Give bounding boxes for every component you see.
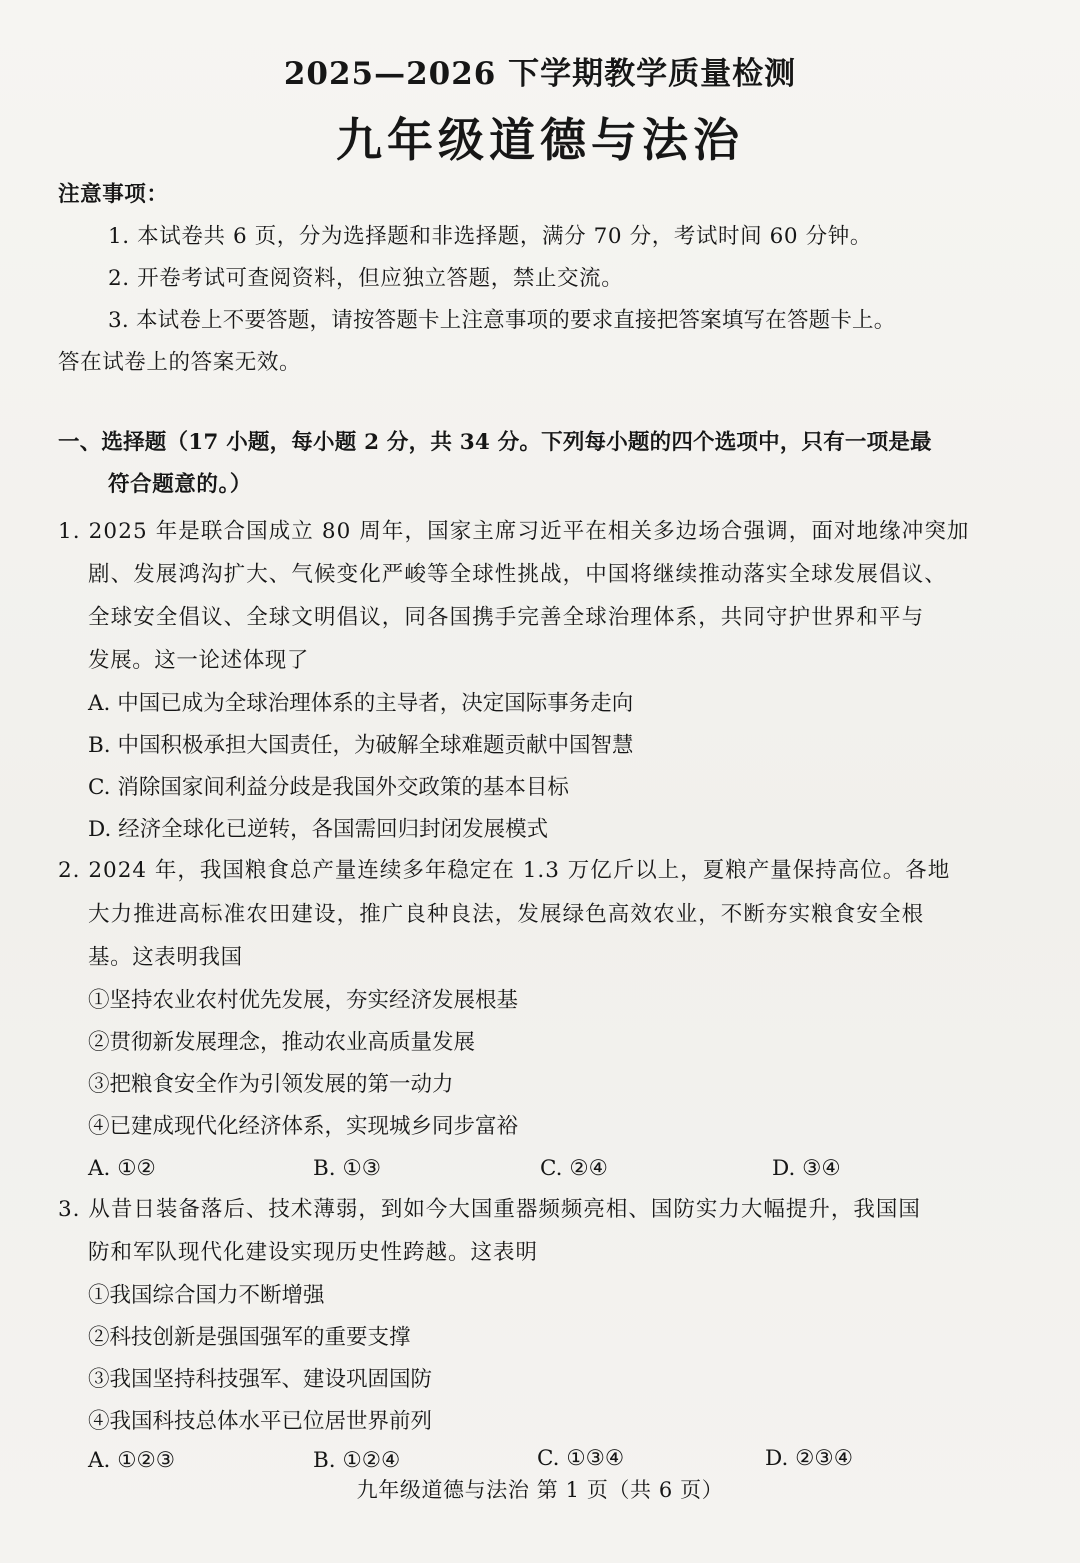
q3-statement-3: ③我国坚持科技强军、建设巩固国防 xyxy=(88,1367,433,1392)
q1-option-a: A. 中国已成为全球治理体系的主导者，决定国际事务走向 xyxy=(88,691,634,716)
q1-stem-line-2: 剧、发展鸿沟扩大、气候变化严峻等全球性挑战，中国将继续推动落实全球发展倡议、 xyxy=(88,562,947,587)
q1-stem-line-1: 1. 2025 年是联合国成立 80 周年，国家主席习近平在相关多边场合强调，面对地缘冲突加 xyxy=(58,519,970,544)
q1-option-b: B. 中国积极承担大国责任，为破解全球难题贡献中国智慧 xyxy=(88,733,634,758)
q2-stem-line-1: 2. 2024 年，我国粮食总产量连续多年稳定在 1.3 万亿斤以上，夏粮产量保持高位。各地 xyxy=(58,858,951,883)
q3-choice-a: A. ①②③ xyxy=(88,1448,176,1473)
notice-heading: 注意事项： xyxy=(58,182,169,207)
q2-choice-a: A. ①② xyxy=(88,1156,156,1181)
q3-stem-line-2: 防和军队现代化建设实现历史性跨越。这表明 xyxy=(88,1240,539,1265)
q1-stem-line-4: 发展。这一论述体现了 xyxy=(88,648,310,673)
q1-option-c: C. 消除国家间利益分歧是我国外交政策的基本目标 xyxy=(88,775,569,800)
page-footer: 九年级道德与法治 第 1 页（共 6 页） xyxy=(356,1478,724,1502)
subject-title: 九年级道德与法治 xyxy=(336,113,744,167)
q1-option-d: D. 经济全球化已逆转，各国需回归封闭发展模式 xyxy=(88,817,549,842)
q2-choice-b: B. ①③ xyxy=(313,1156,382,1181)
section-heading-cont: 符合题意的。） xyxy=(108,472,252,497)
q2-choice-d: D. ③④ xyxy=(772,1156,841,1181)
q3-choice-c: C. ①③④ xyxy=(537,1446,625,1471)
notice-item-1: 1. 本试卷共 6 页，分为选择题和非选择题，满分 70 分，考试时间 60 分钟。 xyxy=(108,224,872,249)
q2-choice-c: C. ②④ xyxy=(540,1156,608,1181)
q3-choice-b: B. ①②④ xyxy=(313,1448,401,1473)
q1-stem-line-3: 全球安全倡议、全球文明倡议，同各国携手完善全球治理体系，共同守护世界和平与 xyxy=(88,605,925,630)
q3-statement-4: ④我国科技总体水平已位居世界前列 xyxy=(88,1409,433,1434)
section-heading: 一、选择题（17 小题，每小题 2 分，共 34 分。下列每小题的四个选项中，只有一项是最 xyxy=(58,430,932,455)
notice-item-3: 3. 本试卷上不要答题，请按答题卡上注意事项的要求直接把答案填写在答题卡上。 xyxy=(108,308,896,333)
q2-statement-1: ①坚持农业农村优先发展，夯实经济发展根基 xyxy=(88,988,519,1013)
exam-title: 2025—2026 下学期教学质量检测 xyxy=(283,56,797,92)
notice-item-2: 2. 开卷考试可查阅资料，但应独立答题，禁止交流。 xyxy=(108,266,624,291)
q3-stem-line-1: 3. 从昔日装备落后、技术薄弱，到如今大国重器频频亮相、国防实力大幅提升，我国国 xyxy=(58,1197,921,1222)
q2-statement-4: ④已建成现代化经济体系，实现城乡同步富裕 xyxy=(88,1114,519,1139)
q3-statement-2: ②科技创新是强国强军的重要支撑 xyxy=(88,1325,411,1350)
q2-stem-line-2: 大力推进高标准农田建设，推广良种良法，发展绿色高效农业，不断夯实粮食安全根 xyxy=(88,902,925,927)
q3-choice-d: D. ②③④ xyxy=(765,1446,853,1471)
q3-statement-1: ①我国综合国力不断增强 xyxy=(88,1283,325,1308)
notice-item-3-cont: 答在试卷上的答案无效。 xyxy=(58,350,302,375)
q2-statement-2: ②贯彻新发展理念，推动农业高质量发展 xyxy=(88,1030,476,1055)
q2-statement-3: ③把粮食安全作为引领发展的第一动力 xyxy=(88,1072,454,1097)
q2-stem-line-3: 基。这表明我国 xyxy=(88,945,243,970)
